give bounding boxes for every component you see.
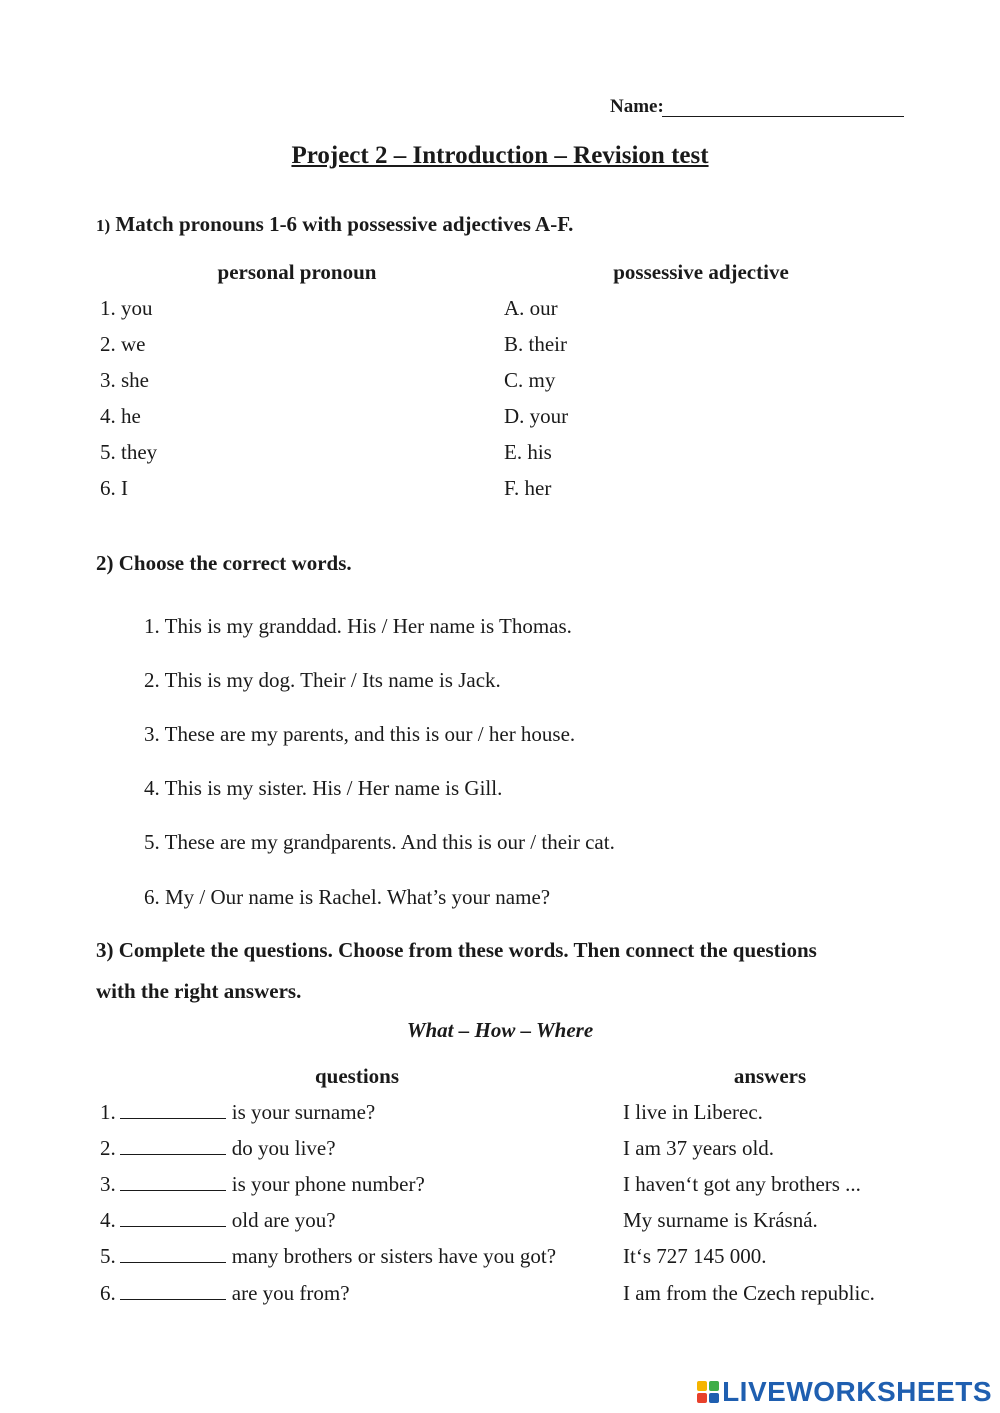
question-row <box>100 1100 375 1125</box>
question-text: are you from? <box>231 1281 350 1305</box>
question-row <box>100 1208 336 1233</box>
section1-heading-text: Match pronouns 1-6 with possessive adjectives A-F. <box>115 212 574 236</box>
col-personal-pronoun: personal pronoun <box>217 260 377 284</box>
question-row <box>100 1172 425 1197</box>
question-number: 1. <box>100 1100 116 1124</box>
adjective-item[interactable]: C. my <box>504 368 556 392</box>
pronoun-item[interactable]: 3. she <box>100 368 149 392</box>
section3-heading-line1: 3) Complete the questions. Choose from these words. Then connect the questions <box>96 938 817 962</box>
name-label: Name: <box>610 96 664 117</box>
pronoun-item[interactable]: 6. I <box>100 476 128 500</box>
adjective-item[interactable]: A. our <box>504 296 558 320</box>
adjective-item[interactable]: B. their <box>504 332 567 356</box>
question-number: 2. <box>100 1136 116 1160</box>
section1-heading <box>96 212 573 237</box>
answer-item[interactable]: I am from the Czech republic. <box>623 1281 875 1305</box>
question-text: is your phone number? <box>231 1172 425 1196</box>
col-questions: questions <box>314 1064 400 1088</box>
question-row <box>100 1281 350 1306</box>
col-answers: answers <box>733 1064 807 1088</box>
question-number: 5. <box>100 1244 116 1268</box>
answer-blank[interactable] <box>120 1245 226 1263</box>
section3-heading-line2: with the right answers. <box>96 979 302 1003</box>
adjective-item[interactable]: D. your <box>504 404 569 428</box>
pronoun-item[interactable]: 4. he <box>100 404 141 428</box>
question-text: old are you? <box>231 1208 336 1232</box>
sentence-item[interactable]: 1. This is my granddad. His / Her name is Thomas. <box>144 614 572 638</box>
sentence-item[interactable]: 2. This is my dog. Their / Its name is Jack. <box>144 668 501 692</box>
answer-item[interactable]: I haven‘t got any brothers ... <box>623 1172 861 1196</box>
sentence-item[interactable]: 3. These are my parents, and this is our / her house. <box>144 722 576 746</box>
section1-number: 1) <box>96 216 111 235</box>
logo-block-3 <box>709 1393 719 1403</box>
answer-blank[interactable] <box>120 1282 226 1300</box>
pronoun-item[interactable]: 5. they <box>100 440 158 464</box>
answer-blank[interactable] <box>120 1173 226 1191</box>
answer-item[interactable]: It‘s 727 145 000. <box>623 1244 767 1268</box>
page-title: Project 2 – Introduction – Revision test <box>291 142 709 169</box>
question-text: do you live? <box>231 1136 336 1160</box>
adjective-item[interactable]: F. her <box>504 476 552 500</box>
question-number: 4. <box>100 1208 116 1232</box>
answer-item[interactable]: I am 37 years old. <box>623 1136 775 1160</box>
question-text: many brothers or sisters have you got? <box>231 1244 557 1268</box>
logo-blocks-icon <box>697 1381 719 1403</box>
col-possessive-adjective: possessive adjective <box>613 260 789 284</box>
question-number: 3. <box>100 1172 116 1196</box>
question-text: is your surname? <box>231 1100 376 1124</box>
answer-blank[interactable] <box>120 1209 226 1227</box>
sentence-item[interactable]: 5. These are my grandparents. And this is our / their cat. <box>144 830 615 854</box>
pronoun-item[interactable]: 1. you <box>100 296 153 320</box>
answer-blank[interactable] <box>120 1137 226 1155</box>
logo-block-1 <box>709 1381 719 1391</box>
adjective-item[interactable]: E. his <box>504 440 552 464</box>
logo-block-2 <box>697 1393 707 1403</box>
answer-blank[interactable] <box>120 1101 226 1119</box>
question-row <box>100 1136 336 1161</box>
word-bank: What – How – Where <box>406 1018 594 1042</box>
sentence-item[interactable]: 4. This is my sister. His / Her name is Gill. <box>144 776 503 800</box>
liveworksheets-logo <box>697 1376 992 1408</box>
pronoun-item[interactable]: 2. we <box>100 332 146 356</box>
question-row <box>100 1244 556 1269</box>
section2-heading: 2) Choose the correct words. <box>96 551 352 575</box>
sentence-item[interactable]: 6. My / Our name is Rachel. What’s your name? <box>144 885 551 909</box>
logo-block-0 <box>697 1381 707 1391</box>
answer-item[interactable]: I live in Liberec. <box>623 1100 763 1124</box>
name-input-line[interactable] <box>662 116 904 117</box>
logo-text: LIVEWORKSHEETS <box>722 1376 992 1407</box>
answer-item[interactable]: My surname is Krásná. <box>623 1208 818 1232</box>
question-number: 6. <box>100 1281 116 1305</box>
